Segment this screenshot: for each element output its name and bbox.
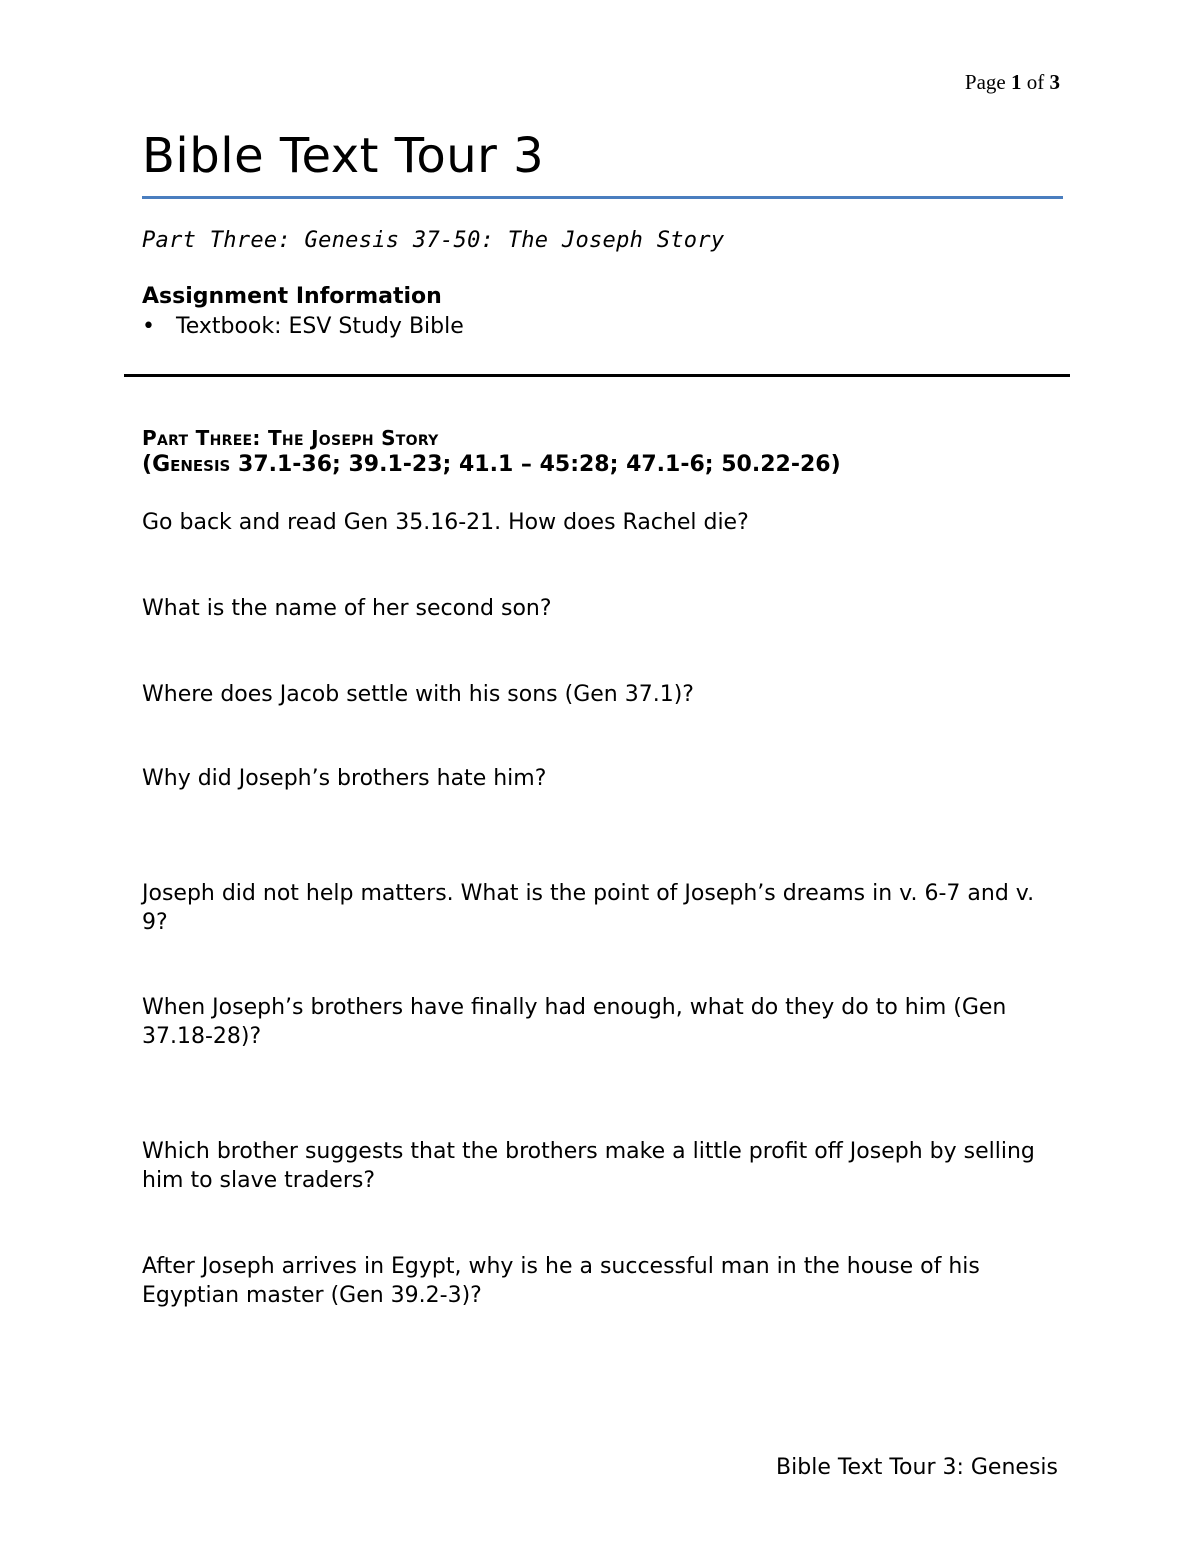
- document-title: Bible Text Tour 3: [142, 128, 545, 184]
- refs-open: (: [142, 452, 153, 477]
- question-1: Go back and read Gen 35.16-21. How does Rachel die?: [142, 510, 749, 535]
- section-divider: [124, 374, 1070, 377]
- question-6: When Joseph’s brothers have finally had enough, what do they do to him (Gen 37.18-28)?: [142, 995, 1007, 1049]
- assignment-item: [142, 314, 464, 339]
- document-subtitle: Part Three: Genesis 37-50: The Joseph Story: [142, 228, 725, 253]
- title-divider: [142, 196, 1063, 199]
- question-2: What is the name of her second son?: [142, 596, 552, 621]
- refs-text: 37.1-36; 39.1-23; 41.1 – 45:28; 47.1-6; 50.22-26): [230, 452, 841, 477]
- bullet-icon: •: [142, 314, 155, 339]
- page-of: of: [1026, 70, 1045, 94]
- question-5: Joseph did not help matters. What is the point of Joseph’s dreams in v. 6-7 and v. 9?: [142, 881, 1035, 935]
- section-heading: Part Three: The Joseph Story: [142, 426, 439, 450]
- refs-book: Genesis: [152, 452, 231, 477]
- page-total: 3: [1049, 70, 1060, 94]
- question-4: Why did Joseph’s brothers hate him?: [142, 766, 547, 791]
- assignment-list: [142, 314, 464, 339]
- page-current: 1: [1011, 70, 1022, 94]
- question-8: After Joseph arrives in Egypt, why is he a successful man in the house of his Egyptian master (Gen 39.2-3)?: [142, 1254, 980, 1308]
- page-label: Page: [964, 70, 1006, 94]
- question-7: Which brother suggests that the brothers make a little profit off Joseph by selling him to slave traders?: [142, 1139, 1035, 1193]
- section-references: [142, 452, 841, 477]
- question-3: Where does Jacob settle with his sons (Gen 37.1)?: [142, 682, 694, 707]
- page-number: [965, 70, 1060, 95]
- assignment-item-text: Textbook: ESV Study Bible: [176, 314, 464, 339]
- page-footer: Bible Text Tour 3: Genesis: [776, 1455, 1058, 1480]
- assignment-heading: Assignment Information: [142, 284, 442, 309]
